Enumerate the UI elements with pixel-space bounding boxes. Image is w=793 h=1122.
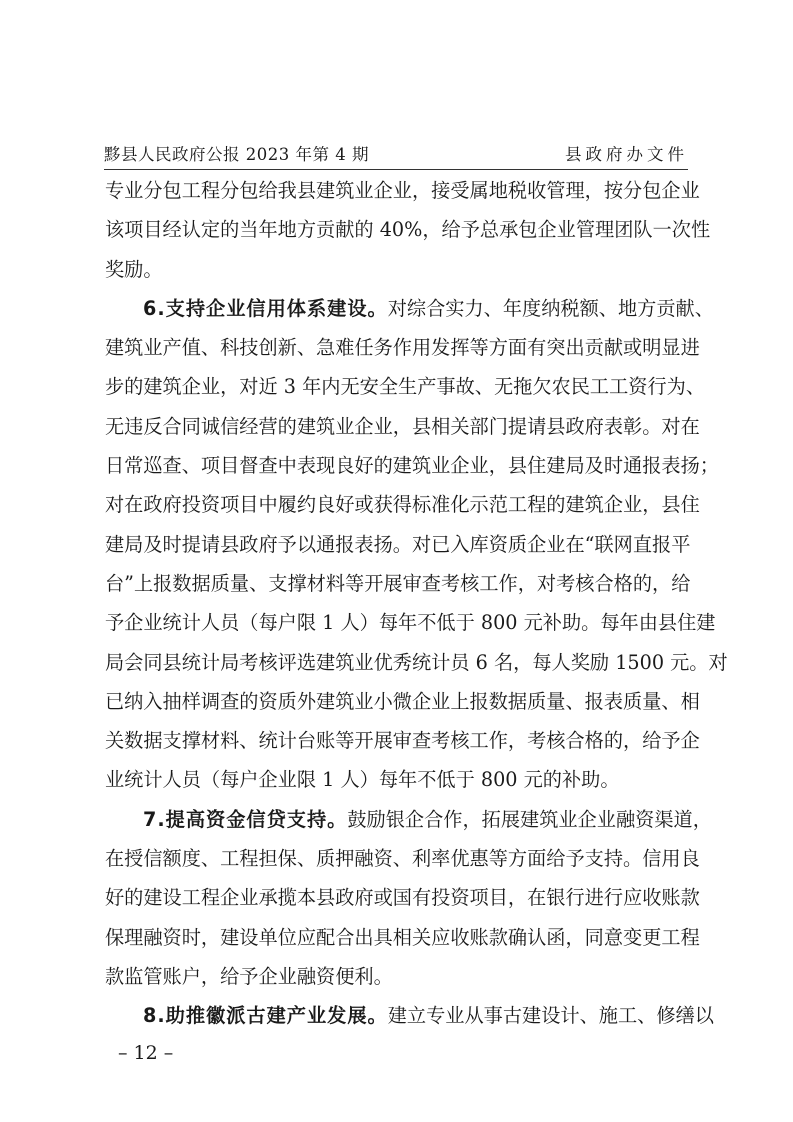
text-line xyxy=(105,525,689,564)
text-line xyxy=(105,289,714,328)
text-line xyxy=(105,918,700,957)
text-line xyxy=(105,210,711,249)
line-text: 奖励。 xyxy=(105,257,163,281)
line-text: 该项目经认定的当年地方贡献的 40%，给予总承包企业管理团队一次性 xyxy=(105,218,711,242)
line-text: 建局及时提请县政府予以通报表扬。对已入库资质企业在“联网直报平 xyxy=(105,532,691,556)
line-text: 建筑业产值、科技创新、急难任务作用发挥等方面有突出贡献或明显进 xyxy=(105,336,700,360)
text-line xyxy=(105,328,700,367)
line-text: 对在政府投资项目中履约良好或获得标准化示范工程的建筑企业，县住 xyxy=(105,493,700,517)
page-header xyxy=(104,139,688,170)
page-number: – 12 – xyxy=(118,1042,174,1064)
line-text: 无违反合同诚信经营的建筑业企业，县相关部门提请县政府表彰。对在 xyxy=(105,414,700,438)
line-text: 局会同县统计局考核评选建筑业优秀统计员 6 名，每人奖励 1500 元。对 xyxy=(105,650,728,674)
line-text: 日常巡查、项目督查中表现良好的建筑业企业，县住建局及时通报表扬； xyxy=(105,454,719,478)
text-line xyxy=(105,367,706,406)
line-text: 对综合实力、年度纳税额、地方贡献、 xyxy=(387,296,714,320)
text-line xyxy=(105,996,714,1035)
line-text: 台”上报数据质量、支撑材料等开展审查考核工作，对考核合格的，给 xyxy=(105,571,691,595)
text-line xyxy=(105,760,689,799)
line-text: 保理融资时，建设单位应配合出具相关应收账款确认函，同意变更工程 xyxy=(105,925,700,949)
line-text: 好的建设工程企业承揽本县政府或国有投资项目，在银行进行应收账款 xyxy=(105,886,700,910)
line-text: 专业分包工程分包给我县建筑业企业，接受属地税收管理，按分包企业 xyxy=(105,179,700,202)
line-text: 建立专业从事古建设计、施工、修缮以 xyxy=(387,1004,714,1028)
line-text: 步的建筑企业，对近 3 年内无安全生产事故、无拖欠农民工工资行为、 xyxy=(105,375,706,399)
section-heading: 6.支持企业信用体系建设。 xyxy=(143,296,388,320)
line-text: 已纳入抽样调查的资质外建筑业小微企业上报数据质量、报表质量、相 xyxy=(105,689,700,713)
gazette-title: 黟县人民政府公报 2023 年第 4 期 xyxy=(104,145,369,164)
line-text: 予企业统计人员（每户限 1 人）每年不低于 800 元补助。每年由县住建 xyxy=(105,611,716,635)
text-line xyxy=(105,800,712,839)
text-line xyxy=(105,603,716,642)
section-label: 县政府办文件 xyxy=(565,145,688,164)
document-body xyxy=(105,171,728,1036)
section-heading: 7.提高资金信贷支持。 xyxy=(143,807,348,831)
text-line xyxy=(105,643,728,682)
line-text: 款监管账户，给予企业融资便利。 xyxy=(105,964,393,988)
text-line xyxy=(105,721,700,760)
line-text: 在授信额度、工程担保、质押融资、利率优惠等方面给予支持。信用良 xyxy=(105,847,700,871)
text-line xyxy=(105,878,700,917)
line-text: 业统计人员（每户企业限 1 人）每年不低于 800 元的补助。 xyxy=(105,768,620,792)
text-line xyxy=(105,564,689,603)
line-text: 关数据支撑材料、统计台账等开展审查考核工作，考核合格的，给予企 xyxy=(105,729,700,753)
text-line xyxy=(105,407,700,446)
text-line xyxy=(105,171,700,210)
text-line xyxy=(105,485,700,524)
text-line xyxy=(105,250,689,289)
section-heading: 8.助推徽派古建产业发展。 xyxy=(143,1004,388,1028)
line-text: 鼓励银企合作，拓展建筑业企业融资渠道， xyxy=(347,807,712,831)
text-line xyxy=(105,682,700,721)
text-line xyxy=(105,957,689,996)
text-line xyxy=(105,839,700,878)
text-line xyxy=(105,446,719,485)
